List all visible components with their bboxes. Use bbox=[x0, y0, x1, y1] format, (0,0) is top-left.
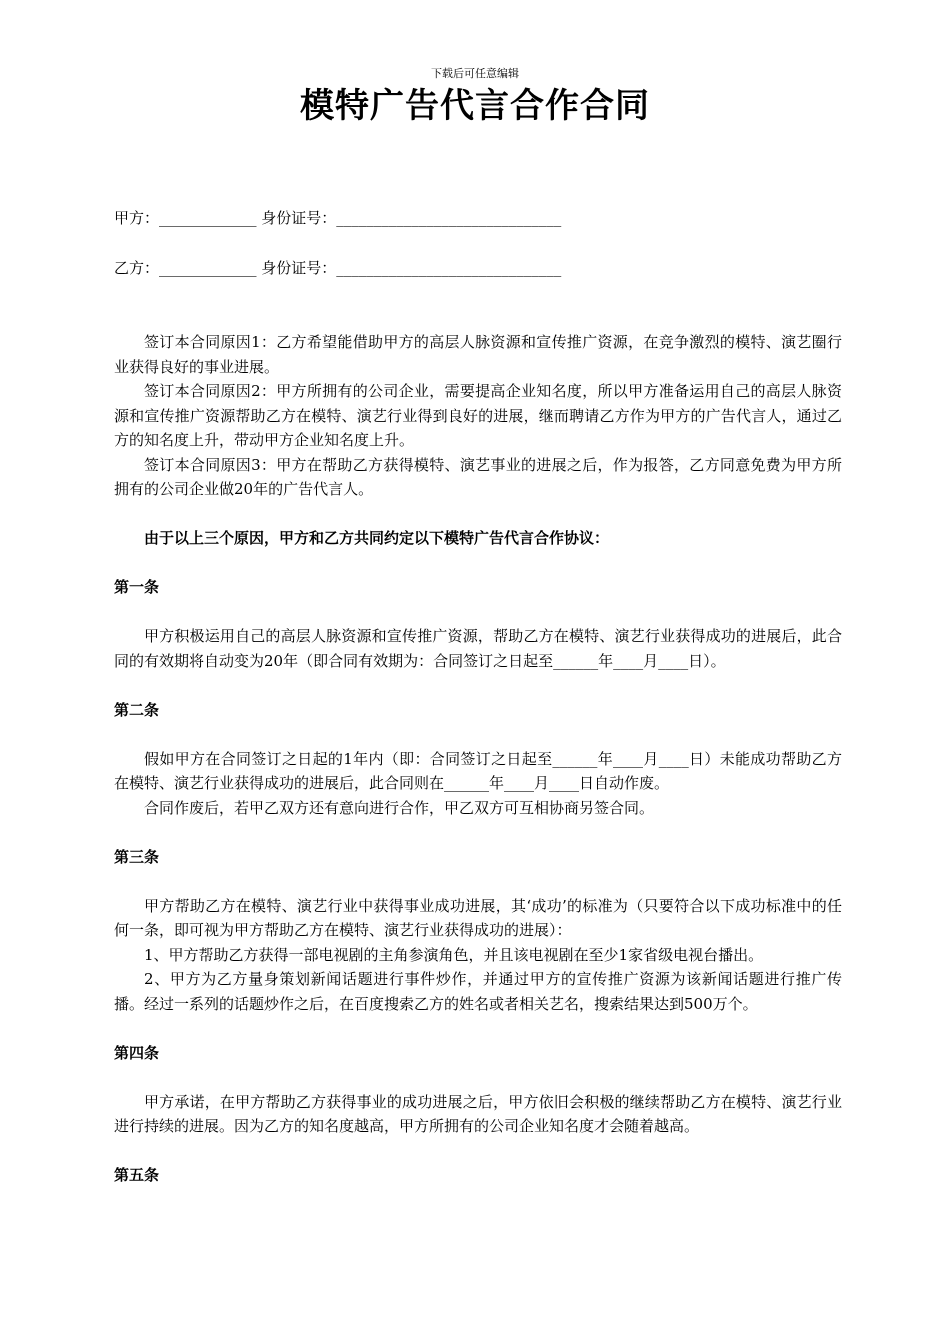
article-2-paragraph-2: 合同作废后，若甲乙双方还有意向进行合作，甲乙双方可互相协商另签合同。 bbox=[144, 798, 655, 817]
header-note: 下载后可任意编辑 bbox=[431, 67, 519, 80]
article-3-item-1: 1、甲方帮助乙方获得一部电视剧的主角参演角色，并且该电视剧在至少1家省级电视台播出。 bbox=[144, 945, 764, 964]
agreement-intro: 由于以上三个原因，甲方和乙方共同约定以下模特广告代言合作协议： bbox=[144, 529, 610, 547]
article-2-paragraph-1: 假如甲方在合同签订之日起的1年内（即：合同签订之日起至______年____月____日）未能成功帮助乙方在模特、演艺行业获得成功的进展后，此合同则在______年____月____日自动作废。 bbox=[114, 749, 842, 792]
party-a-line: 甲方：_____________ 身份证号：______________________________ bbox=[114, 209, 562, 227]
article-4-paragraph: 甲方承诺，在甲方帮助乙方获得事业的成功进展之后，甲方依旧会积极的继续帮助乙方在模特、演艺行业进行持续的进展。因为乙方的知名度越高，甲方所拥有的公司企业知名度才会随着越高。 bbox=[114, 1092, 842, 1135]
document-title: 模特广告代言合作合同 bbox=[300, 86, 650, 126]
article-1-heading: 第一条 bbox=[114, 578, 160, 596]
article-3-heading: 第三条 bbox=[114, 847, 160, 866]
document-body bbox=[114, 206, 842, 1188]
article-3-paragraph-1: 甲方帮助乙方在模特、演艺行业中获得事业成功进展，其‘成功’的标准为（只要符合以下成功标准中的任何一条，即可视为甲方帮助乙方在模特、演艺行业获得成功的进展）： bbox=[114, 896, 842, 939]
reason-2: 签订本合同原因2：甲方所拥有的公司企业，需要提高企业知名度，所以甲方准备运用自己的高层人脉资源和宣传推广资源帮助乙方在模特、演艺行业得到良好的进展，继而聘请乙方作为甲方的广告代言人，通过乙方的知名度上升，带动甲方企业知名度上升。 bbox=[114, 382, 842, 449]
reason-1: 签订本合同原因1：乙方希望能借助甲方的高层人脉资源和宣传推广资源，在竞争激烈的模特、演艺圈行业获得良好的事业进展。 bbox=[114, 333, 842, 376]
article-1-paragraph: 甲方积极运用自己的高层人脉资源和宣传推广资源，帮助乙方在模特、演艺行业获得成功的进展后，此合同的有效期将自动变为20年（即合同有效期为：合同签订之日起至______年____月____日）。 bbox=[114, 627, 842, 670]
party-b-line: 乙方：_____________ 身份证号：______________________________ bbox=[114, 258, 562, 277]
article-3-item-2: 2、甲方为乙方量身策划新闻话题进行事件炒作，并通过甲方的宣传推广资源为该新闻话题进行推广传播。经过一系列的话题炒作之后，在百度搜索乙方的姓名或者相关艺名，搜索结果达到500万个。 bbox=[114, 970, 842, 1013]
article-2-heading: 第二条 bbox=[114, 700, 160, 719]
article-5-heading: 第五条 bbox=[114, 1166, 160, 1184]
reason-3: 签订本合同原因3：甲方在帮助乙方获得模特、演艺事业的进展之后，作为报答，乙方同意免费为甲方所拥有的公司企业做20年的广告代言人。 bbox=[114, 455, 842, 498]
article-4-heading: 第四条 bbox=[114, 1043, 160, 1062]
